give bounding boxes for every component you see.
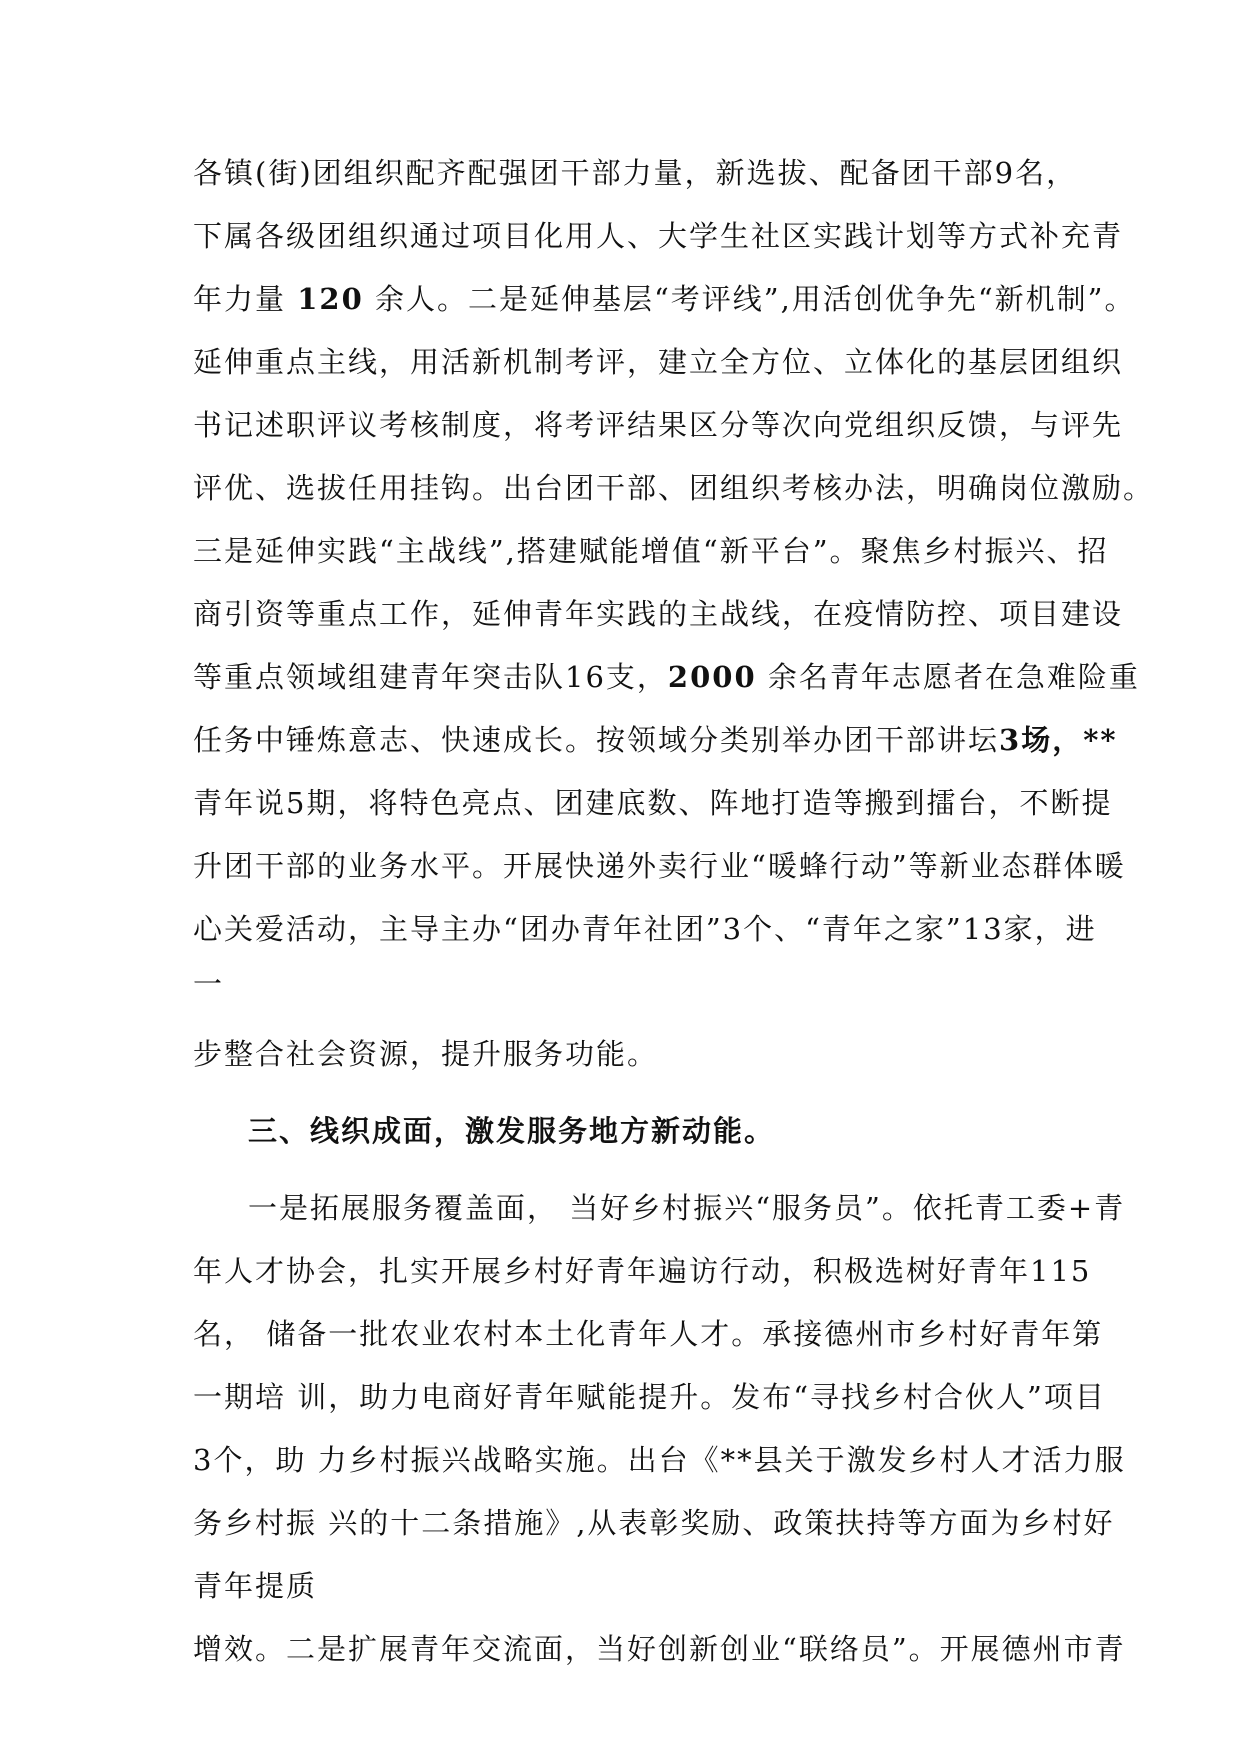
text-line: 增效。二是扩展青年交流面，当好创新创业“联络员”。开展德州市青	[193, 1632, 1126, 1666]
text-line	[193, 657, 1140, 697]
bold-text: 3场，**	[999, 723, 1118, 757]
text-line: 务乡村振 兴的十二条措施》,从表彰奖励、政策扶持等方面为乡村好	[193, 1506, 1115, 1540]
text-run: 年力量	[193, 282, 298, 316]
text-line: 一是拓展服务覆盖面， 当好乡村振兴“服务员”。依托青工委+青	[248, 1191, 1126, 1225]
text-line: 升团干部的业务水平。开展快递外卖行业“暖蜂行动”等新业态群体暖	[193, 849, 1126, 883]
text-line: 青年说5期，将特色亮点、团建底数、阵地打造等搬到擂台，不断提	[193, 786, 1113, 820]
bold-number: 120	[297, 282, 364, 316]
text-line: 3个，助 力乡村振兴战略实施。出台《**县关于激发乡村人才活力服	[193, 1443, 1126, 1477]
text-line: 名， 储备一批农业农村本土化青年人才。承接德州市乡村好青年第	[193, 1317, 1104, 1351]
text-line: 青年提质	[193, 1569, 318, 1603]
bold-number: 2000	[667, 660, 757, 694]
text-line: 三是延伸实践“主战线”,搭建赋能增值“新平台”。聚焦乡村振兴、招	[193, 534, 1109, 568]
text-line: 延伸重点主线，用活新机制考评，建立全方位、立体化的基层团组织	[193, 345, 1124, 379]
text-line: 一	[193, 967, 225, 1001]
text-line: 书记述职评议考核制度，将考评结果区分等次向党组织反馈，与评先	[193, 408, 1124, 442]
text-line	[193, 279, 1136, 319]
text-run: 等重点领域组建青年突击队16支，	[193, 660, 668, 694]
text-line: 心关爱活动，主导主办“团办青年社团”3个、“青年之家”13家，进	[193, 912, 1097, 946]
text-line	[193, 720, 1118, 760]
text-run: 余名青年志愿者在急难险重	[756, 660, 1140, 694]
text-line: 步整合社会资源，提升服务功能。	[193, 1037, 659, 1071]
text-line: 一期培 训，助力电商好青年赋能提升。发布“寻找乡村合伙人”项目	[193, 1380, 1106, 1414]
text-line: 商引资等重点工作，延伸青年实践的主战线，在疫情防控、项目建设	[193, 597, 1124, 631]
text-run: 任务中锤炼意志、快速成长。按领域分类别举办团干部讲坛	[193, 723, 1000, 757]
text-run: 余人。二是延伸基层“考评线”,用活创优争先“新机制”。	[363, 282, 1136, 316]
text-line: 各镇(街)团组织配齐配强团干部力量，新选拔、配备团干部9名，	[193, 156, 1078, 190]
text-line: 下属各级团组织通过项目化用人、大学生社区实践计划等方式补充青	[193, 219, 1124, 253]
section-heading: 三、线织成面，激发服务地方新动能。	[248, 1114, 776, 1148]
text-line: 年人才协会，扎实开展乡村好青年遍访行动，积极选树好青年115	[193, 1254, 1092, 1288]
text-line: 评优、选拔任用挂钩。出台团干部、团组织考核办法，明确岗位激励。	[193, 471, 1155, 505]
